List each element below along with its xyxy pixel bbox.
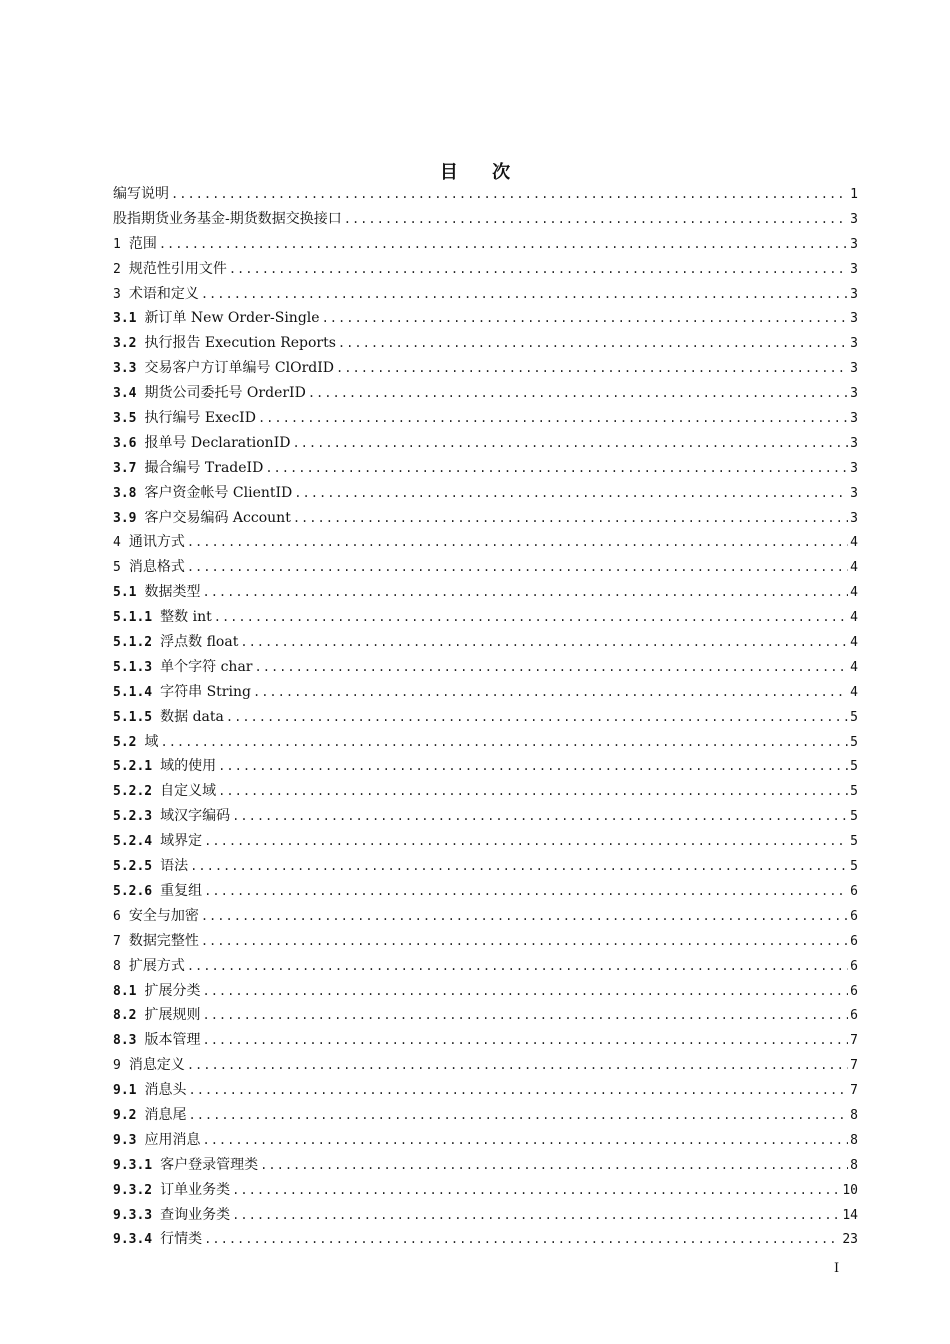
- toc-entry-title: 查询业务类: [160, 1206, 231, 1223]
- toc-entry-page: 7: [850, 1083, 858, 1099]
- toc-dot-leader: [204, 884, 848, 898]
- toc-entry-title: 语法: [160, 858, 189, 875]
- toc-dot-leader: [171, 187, 848, 201]
- toc-entry[interactable]: [113, 1228, 858, 1253]
- toc-entry[interactable]: [113, 805, 858, 830]
- toc-entry-number: 3.1: [113, 311, 137, 327]
- toc-entry-page: 4: [850, 684, 858, 700]
- toc-dot-leader: [187, 1058, 848, 1072]
- toc-entry-number: 5: [113, 560, 121, 576]
- toc-dot-leader: [202, 984, 848, 998]
- toc-entry-title: 版本管理: [144, 1032, 201, 1049]
- toc-entry-page: 1: [850, 187, 858, 202]
- toc-entry[interactable]: [113, 332, 858, 357]
- toc-entry-number: 5.1.3: [113, 659, 153, 675]
- toc-dot-leader: [344, 212, 848, 226]
- toc-entry-title: 重复组: [160, 882, 203, 899]
- toc-entry-number: 4: [113, 535, 121, 551]
- toc-entry-number: 8.2: [113, 1008, 137, 1024]
- toc-entry-page: 3: [850, 336, 858, 352]
- toc-entry[interactable]: [113, 507, 858, 532]
- toc-entry[interactable]: [113, 357, 858, 382]
- toc-dot-leader: [204, 1232, 840, 1246]
- toc-entry[interactable]: [113, 955, 858, 980]
- page-title: 目 次: [439, 162, 525, 183]
- toc-entry[interactable]: [113, 382, 858, 407]
- toc-entry[interactable]: [113, 1029, 858, 1054]
- toc-entry[interactable]: [113, 407, 858, 432]
- toc-entry-page: 3: [850, 361, 858, 377]
- toc-dot-leader: [336, 361, 848, 375]
- toc-entry-page: 3: [850, 236, 858, 252]
- toc-entry-title: 消息格式: [128, 559, 185, 576]
- toc-entry-title: 扩展规则: [144, 1007, 201, 1024]
- toc-entry-page: 5: [850, 759, 858, 775]
- toc-entry-page: 4: [850, 560, 858, 576]
- toc-entry[interactable]: [113, 1004, 858, 1029]
- toc-entry[interactable]: [113, 830, 858, 855]
- toc-entry-title: 执行报告 Execution Reports: [144, 335, 336, 352]
- toc-entry[interactable]: [113, 233, 858, 258]
- toc-dot-leader: [294, 486, 848, 500]
- toc-dot-leader: [160, 735, 848, 749]
- toc-entry[interactable]: [113, 1154, 858, 1179]
- toc-dot-leader: [218, 759, 848, 773]
- toc-entry[interactable]: [113, 1104, 858, 1129]
- toc-entry-title: 交易客户方订单编号 ClOrdID: [144, 360, 335, 377]
- toc-entry-page: 3: [850, 510, 858, 526]
- toc-entry[interactable]: [113, 631, 858, 656]
- toc-entry-number: 5.2.5: [113, 859, 153, 875]
- toc-entry-title: 通讯方式: [128, 534, 185, 551]
- toc-dot-leader: [265, 461, 848, 475]
- toc-entry[interactable]: [113, 980, 858, 1005]
- toc-dot-leader: [293, 511, 848, 525]
- toc-entry-page: 6: [850, 1008, 858, 1024]
- toc-entry-page: 6: [850, 908, 858, 924]
- toc-entry[interactable]: [113, 780, 858, 805]
- toc-entry[interactable]: [113, 731, 858, 756]
- toc-entry-number: 9: [113, 1058, 121, 1074]
- toc-entry-title: 术语和定义: [128, 285, 199, 302]
- toc-entry-page: 7: [850, 1033, 858, 1049]
- toc-entry-page: 4: [850, 659, 858, 675]
- toc-entry[interactable]: [113, 208, 858, 233]
- toc-dot-leader: [218, 784, 848, 798]
- toc-entry-title: 单个字符 char: [160, 658, 253, 675]
- toc-entry-page: 5: [850, 834, 858, 850]
- toc-entry-page: 5: [850, 709, 858, 725]
- toc-entry-title: 域汉字编码: [160, 808, 231, 825]
- toc-entry-title: 行情类: [160, 1231, 203, 1248]
- toc-entry-title: 自定义域: [160, 783, 217, 800]
- toc-entry[interactable]: [113, 581, 858, 606]
- toc-entry-title: 应用消息: [144, 1131, 201, 1148]
- toc-entry-title: 订单业务类: [160, 1181, 231, 1198]
- toc-entry-number: 9.1: [113, 1083, 137, 1099]
- toc-dot-leader: [201, 287, 848, 301]
- toc-entry-title: 客户交易编码 Account: [144, 509, 291, 526]
- toc-dot-leader: [202, 1133, 848, 1147]
- toc-entry-number: 9.3.1: [113, 1157, 153, 1173]
- toc-dot-leader: [204, 834, 848, 848]
- toc-entry-title: 字符串 String: [160, 683, 251, 700]
- toc-entry-number: 3.7: [113, 460, 137, 476]
- toc-dot-leader: [308, 386, 848, 400]
- toc-dot-leader: [229, 262, 848, 276]
- toc-entry-page: 4: [850, 535, 858, 551]
- toc-dot-leader: [232, 1183, 840, 1197]
- toc-dot-leader: [322, 311, 849, 325]
- toc-entry-number: 3.2: [113, 336, 137, 352]
- toc-dot-leader: [226, 710, 848, 724]
- toc-entry-title: 规范性引用文件: [128, 260, 227, 277]
- toc-entry-title: 域: [144, 733, 159, 750]
- toc-entry-page: 6: [850, 958, 858, 974]
- toc-dot-leader: [232, 1208, 840, 1222]
- toc-entry-page: 3: [850, 386, 858, 402]
- toc-dot-leader: [201, 934, 848, 948]
- toc-entry-title: 扩展方式: [128, 957, 185, 974]
- toc-dot-leader: [255, 660, 849, 674]
- toc-entry[interactable]: [113, 457, 858, 482]
- toc-entry[interactable]: [113, 307, 858, 332]
- toc-entry-number: 5.2.4: [113, 834, 153, 850]
- toc-entry[interactable]: [113, 258, 858, 283]
- toc-entry-title: 执行编号 ExecID: [144, 410, 256, 427]
- toc-entry-number: 9.3.2: [113, 1182, 153, 1198]
- toc-entry-title: 范围: [128, 235, 157, 252]
- toc-dot-leader: [338, 336, 848, 350]
- toc-entry[interactable]: [113, 656, 858, 681]
- toc-dot-leader: [202, 1008, 848, 1022]
- toc-entry[interactable]: [113, 930, 858, 955]
- toc-dot-leader: [188, 1108, 848, 1122]
- toc-entry-title: 消息头: [144, 1082, 187, 1099]
- toc-entry-page: 6: [850, 933, 858, 949]
- toc-entry-number: 5.2: [113, 734, 137, 750]
- toc-dot-leader: [188, 1083, 848, 1097]
- toc-entry-number: 5.1.5: [113, 709, 153, 725]
- toc-entry-number: 3.6: [113, 435, 137, 451]
- toc-entry-title: 消息尾: [144, 1106, 187, 1123]
- toc-entry-title: 浮点数 float: [160, 634, 239, 651]
- toc-entry-page: 3: [850, 211, 858, 227]
- toc-entry-page: 4: [850, 610, 858, 626]
- toc-entry[interactable]: [113, 531, 858, 556]
- toc-dot-leader: [190, 859, 848, 873]
- toc-entry-page: 3: [850, 311, 858, 327]
- toc-entry-page: 8: [850, 1107, 858, 1123]
- toc-entry-title: 报单号 DeclarationID: [144, 434, 291, 451]
- toc-entry[interactable]: [113, 556, 858, 581]
- toc-entry-title: 客户资金帐号 ClientID: [144, 484, 293, 501]
- toc-entry-number: 8.1: [113, 983, 137, 999]
- toc-entry-page: 6: [850, 983, 858, 999]
- toc-entry-number: 2: [113, 261, 121, 277]
- toc-entry[interactable]: [113, 283, 858, 308]
- toc-entry-number: 5.2.6: [113, 883, 153, 899]
- toc-entry-title: 域的使用: [160, 758, 217, 775]
- toc-entry-number: 3.9: [113, 510, 137, 526]
- toc-entry-page: 23: [842, 1232, 858, 1248]
- toc-entry-page: 5: [850, 784, 858, 800]
- toc-dot-leader: [253, 685, 848, 699]
- toc-entry-page: 7: [850, 1058, 858, 1074]
- toc-entry-page: 4: [850, 635, 858, 651]
- toc-entry-number: 6: [113, 908, 121, 924]
- toc-entry-title: 期货公司委托号 OrderID: [144, 385, 306, 402]
- toc-dot-leader: [214, 610, 848, 624]
- toc-entry-number: 5.1: [113, 585, 137, 601]
- toc-entry-number: 9.3.4: [113, 1232, 153, 1248]
- toc-entry-number: 3.4: [113, 386, 137, 402]
- toc-entry-number: 8.3: [113, 1033, 137, 1049]
- toc-entry-number: 5.1.2: [113, 635, 153, 651]
- toc-dot-leader: [292, 436, 848, 450]
- toc-entry-title: 数据类型: [144, 584, 201, 601]
- toc-dot-leader: [187, 535, 848, 549]
- toc-entry[interactable]: [113, 1054, 858, 1079]
- toc-entry[interactable]: [113, 880, 858, 905]
- toc-entry[interactable]: [113, 1079, 858, 1104]
- toc-entry-number: 3.3: [113, 361, 137, 377]
- toc-entry-page: 3: [850, 286, 858, 302]
- toc-entry-page: 3: [850, 460, 858, 476]
- toc-entry-page: 5: [850, 859, 858, 875]
- toc-entry-title: 撮合编号 TradeID: [144, 459, 264, 476]
- toc-entry[interactable]: [113, 1129, 858, 1154]
- toc-entry[interactable]: [113, 706, 858, 731]
- toc-entry-page: 3: [850, 261, 858, 277]
- page-number: I: [834, 1261, 840, 1276]
- toc-entry-number: 8: [113, 958, 121, 974]
- table-of-contents: [113, 183, 858, 1253]
- toc-dot-leader: [202, 1033, 848, 1047]
- toc-entry[interactable]: [113, 755, 858, 780]
- toc-entry-number: 5.2.3: [113, 809, 153, 825]
- toc-dot-leader: [202, 585, 848, 599]
- toc-entry-page: 8: [850, 1157, 858, 1173]
- toc-entry-title: 域界定: [160, 833, 203, 850]
- toc-entry-title: 消息定义: [128, 1057, 185, 1074]
- toc-entry-page: 14: [842, 1207, 858, 1223]
- toc-entry-title: 新订单 New Order-Single: [144, 310, 320, 327]
- toc-entry-page: 3: [850, 411, 858, 427]
- toc-dot-leader: [187, 959, 848, 973]
- toc-dot-leader: [187, 560, 848, 574]
- toc-entry-page: 5: [850, 809, 858, 825]
- toc-entry-number: 5.2.2: [113, 784, 153, 800]
- toc-entry-number: 5.2.1: [113, 759, 153, 775]
- toc-entry[interactable]: [113, 482, 858, 507]
- toc-entry[interactable]: [113, 681, 858, 706]
- toc-entry-page: 6: [850, 883, 858, 899]
- toc-entry[interactable]: [113, 1204, 858, 1229]
- toc-entry-page: 10: [842, 1182, 858, 1198]
- toc-entry-number: 3: [113, 286, 121, 302]
- toc-dot-leader: [232, 809, 848, 823]
- toc-dot-leader: [260, 1158, 848, 1172]
- toc-entry-title: 编写说明: [113, 186, 169, 202]
- toc-entry[interactable]: [113, 606, 858, 631]
- toc-entry-title: 安全与加密: [128, 907, 199, 924]
- toc-entry[interactable]: [113, 855, 858, 880]
- toc-entry-number: 5.1.1: [113, 610, 153, 626]
- toc-entry-title: 整数 int: [160, 609, 212, 626]
- toc-entry[interactable]: [113, 432, 858, 457]
- toc-entry-title: 客户登录管理类: [160, 1156, 259, 1173]
- toc-entry-number: 9.3: [113, 1132, 137, 1148]
- toc-entry-page: 3: [850, 485, 858, 501]
- toc-entry-number: 9.3.3: [113, 1207, 153, 1223]
- toc-entry-number: 3.8: [113, 485, 137, 501]
- toc-entry-number: 5.1.4: [113, 684, 153, 700]
- toc-entry-number: 7: [113, 933, 121, 949]
- toc-entry-title: 股指期货业务基金-期货数据交换接口: [113, 210, 342, 227]
- toc-entry[interactable]: [113, 905, 858, 930]
- toc-entry-title: 扩展分类: [144, 982, 201, 999]
- toc-entry-number: 3.5: [113, 411, 137, 427]
- toc-entry-page: 4: [850, 585, 858, 601]
- toc-entry[interactable]: [113, 1179, 858, 1204]
- toc-entry-number: 9.2: [113, 1107, 137, 1123]
- toc-entry-title: 数据 data: [160, 708, 224, 725]
- toc-entry-page: 3: [850, 435, 858, 451]
- toc-entry-title: 数据完整性: [128, 932, 199, 949]
- toc-dot-leader: [240, 635, 848, 649]
- toc-entry-page: 8: [850, 1132, 858, 1148]
- toc-entry-page: 5: [850, 734, 858, 750]
- toc-dot-leader: [159, 237, 848, 251]
- toc-dot-leader: [201, 909, 848, 923]
- toc-entry[interactable]: [113, 183, 858, 208]
- toc-entry-number: 1: [113, 236, 121, 252]
- toc-dot-leader: [258, 411, 848, 425]
